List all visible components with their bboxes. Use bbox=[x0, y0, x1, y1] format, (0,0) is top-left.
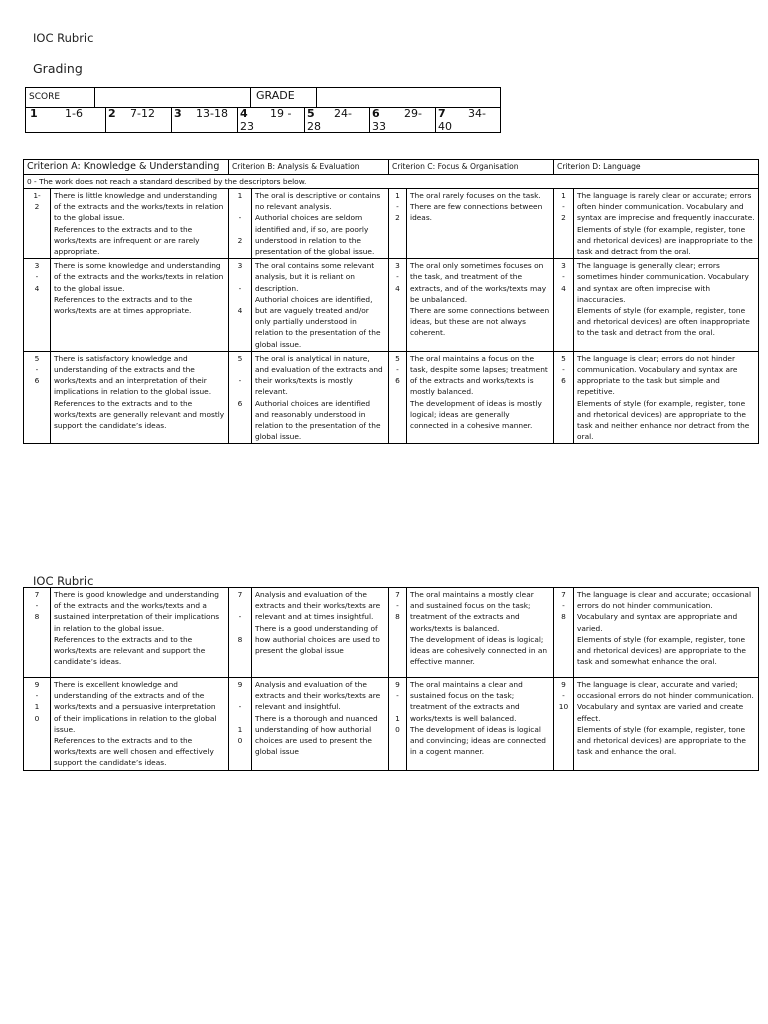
criterion-a-score: 3 - 4 bbox=[24, 259, 51, 352]
criterion-c-descriptor: The oral maintains a focus on the task, despite some lapses; treatment of the extracts and works/texts is mostly balanced. The development of ideas is mostly logical; ideas are generally connected in a cohesive manner. bbox=[407, 351, 554, 444]
criterion-d-score: 3 - 4 bbox=[554, 259, 574, 352]
rubric-row bbox=[24, 678, 759, 771]
grade-cell: 2 7-12 bbox=[108, 107, 155, 120]
criterion-b-score: 1 - 2 bbox=[229, 189, 252, 259]
grade-table-header-row bbox=[26, 88, 500, 108]
criterion-b-score: 7 - 8 bbox=[229, 588, 252, 678]
criterion-b-score: 3 - 4 bbox=[229, 259, 252, 352]
rubric-table-1 bbox=[23, 159, 759, 444]
criterion-b-descriptor: The oral is analytical in nature, and evaluation of the extracts and their works/texts is mostly relevant. Authorial choices are identified and reasonably understood in relation to the presentation of the global issue. bbox=[252, 351, 389, 444]
page-title: IOC Rubric bbox=[33, 31, 94, 45]
criterion-b-descriptor: The oral is descriptive or contains no relevant analysis. Authorial choices are seldom identified and, if so, are poorly understood in relation to the presentation of the global issue. bbox=[252, 189, 389, 259]
rubric-table-2 bbox=[23, 587, 759, 771]
grade-cell: 4 19 - 23 bbox=[240, 107, 292, 133]
criterion-c-score: 5 - 6 bbox=[389, 351, 407, 444]
criterion-d-descriptor: The language is clear and accurate; occasional errors do not hinder communication. Vocabulary and syntax are appropriate and varied. Elements of style (for example, register, tone and rhetorical devices) are appropriate to the task and somewhat enhance the oral. bbox=[574, 588, 759, 678]
criterion-a-score: 1- 2 bbox=[24, 189, 51, 259]
rubric-row bbox=[24, 351, 759, 444]
criterion-c-score: 1 - 2 bbox=[389, 189, 407, 259]
grade-cell: 6 29- 33 bbox=[372, 107, 422, 133]
criterion-c-score: 7 - 8 bbox=[389, 588, 407, 678]
criterion-d-header: Criterion D: Language bbox=[554, 160, 759, 175]
criterion-d-descriptor: The language is clear; errors do not hinder communication. Vocabulary and syntax are appropriate to the task but simple and repetitive. Elements of style (for example, register, tone and rhetorical devices) are appropriate to the task and neither enhance nor detract from the oral. bbox=[574, 351, 759, 444]
criterion-a-descriptor: There is good knowledge and understanding of the extracts and the works/texts and a sustained interpretation of their implications in relation to the global issue. References to the extracts and to the works/texts are relevant and support the candidate’s ideas. bbox=[51, 588, 229, 678]
criterion-c-score: 9 - 1 0 bbox=[389, 678, 407, 771]
criterion-d-descriptor: The language is rarely clear or accurate; errors often hinder communication. Vocabulary and syntax are imprecise and frequently inaccurate. Elements of style (for example, register, tone and rhetorical devices) are inappropriate to the task and detract from the oral. bbox=[574, 189, 759, 259]
criterion-c-header: Criterion C: Focus & Organisation bbox=[389, 160, 554, 175]
criterion-a-score: 5 - 6 bbox=[24, 351, 51, 444]
zero-score-descriptor: 0 - The work does not reach a standard described by the descriptors below. bbox=[24, 175, 759, 189]
criterion-d-score: 1 - 2 bbox=[554, 189, 574, 259]
grade-cell: 3 13-18 bbox=[174, 107, 228, 120]
rubric-row bbox=[24, 189, 759, 259]
zero-score-row bbox=[24, 175, 759, 189]
rubric-row bbox=[24, 259, 759, 352]
criterion-c-descriptor: The oral maintains a mostly clear and sustained focus on the task; treatment of the extracts and works/texts is balanced. The development of ideas is logical; ideas are cohesively connected in an effective manner. bbox=[407, 588, 554, 678]
criterion-c-descriptor: The oral only sometimes focuses on the task, and treatment of the extracts, and of the works/texts may be unbalanced. There are some connections between ideas, but these are not always coherent. bbox=[407, 259, 554, 352]
rubric-header-row bbox=[24, 160, 759, 175]
criterion-d-score: 7 - 8 bbox=[554, 588, 574, 678]
criterion-b-header: Criterion B: Analysis & Evaluation bbox=[229, 160, 389, 175]
criterion-d-score: 9 - 10 bbox=[554, 678, 574, 771]
criterion-b-descriptor: The oral contains some relevant analysis, but it is reliant on description. Authorial choices are identified, but are vaguely treated and/or only partially understood in relation to the presentation of the global issue. bbox=[252, 259, 389, 352]
criterion-a-descriptor: There is satisfactory knowledge and understanding of the extracts and the works/texts and an interpretation of their implications in relation to the global issue. References to the extracts and to the works/texts are generally relevant and mostly support the candidate’s ideas. bbox=[51, 351, 229, 444]
grade-label: GRADE bbox=[256, 89, 295, 102]
page-2-title: IOC Rubric bbox=[33, 574, 94, 588]
criterion-a-descriptor: There is little knowledge and understanding of the extracts and the works/texts in relation to the global issue. References to the extracts and to the works/texts are infrequent or are rarely appropriate. bbox=[51, 189, 229, 259]
criterion-d-descriptor: The language is generally clear; errors sometimes hinder communication. Vocabulary and syntax are often imprecise with inaccuracies. Elements of style (for example, register, tone and rhetorical devices) are often inappropriate to the task and detract from the oral. bbox=[574, 259, 759, 352]
criterion-b-descriptor: Analysis and evaluation of the extracts and their works/texts are relevant and at times insightful. There is a good understanding of how authorial choices are used to present the global issue bbox=[252, 588, 389, 678]
grading-heading: Grading bbox=[33, 61, 83, 76]
grade-cell: 7 34- 40 bbox=[438, 107, 486, 133]
criterion-b-score: 9 - 1 0 bbox=[229, 678, 252, 771]
grade-cell: 5 24- 28 bbox=[307, 107, 352, 133]
criterion-a-header: Criterion A: Knowledge & Understanding bbox=[24, 160, 229, 175]
score-label: SCORE bbox=[29, 92, 61, 102]
criterion-d-score: 5 - 6 bbox=[554, 351, 574, 444]
criterion-c-descriptor: The oral maintains a clear and sustained focus on the task; treatment of the extracts and works/texts is well balanced. The development of ideas is logical and convincing; ideas are connected in a cogent manner. bbox=[407, 678, 554, 771]
criterion-a-score: 9 - 1 0 bbox=[24, 678, 51, 771]
rubric-row bbox=[24, 588, 759, 678]
criterion-c-descriptor: The oral rarely focuses on the task. There are few connections between ideas. bbox=[407, 189, 554, 259]
criterion-c-score: 3 - 4 bbox=[389, 259, 407, 352]
criterion-d-descriptor: The language is clear, accurate and varied; occasional errors do not hinder communication. Vocabulary and syntax are varied and create effect. Elements of style (for example, register, tone and rhetorical devices) are appropriate to the task and enhance the oral. bbox=[574, 678, 759, 771]
criterion-a-score: 7 - 8 bbox=[24, 588, 51, 678]
grade-cell: 1 1-6 bbox=[30, 107, 83, 120]
criterion-a-descriptor: There is some knowledge and understanding of the extracts and the works/texts in relation to the global issue. References to the extracts and to the works/texts are at times appropriate. bbox=[51, 259, 229, 352]
criterion-b-score: 5 - 6 bbox=[229, 351, 252, 444]
criterion-b-descriptor: Analysis and evaluation of the extracts and their works/texts are relevant and insightful. There is a thorough and nuanced understanding of how authorial choices are used to present the global issue bbox=[252, 678, 389, 771]
criterion-a-descriptor: There is excellent knowledge and understanding of the extracts and of the works/texts and a persuasive interpretation of their implications in relation to the global issue. References to the extracts and to the works/texts are well chosen and effectively support the candidate’s ideas. bbox=[51, 678, 229, 771]
grade-table bbox=[25, 87, 501, 133]
